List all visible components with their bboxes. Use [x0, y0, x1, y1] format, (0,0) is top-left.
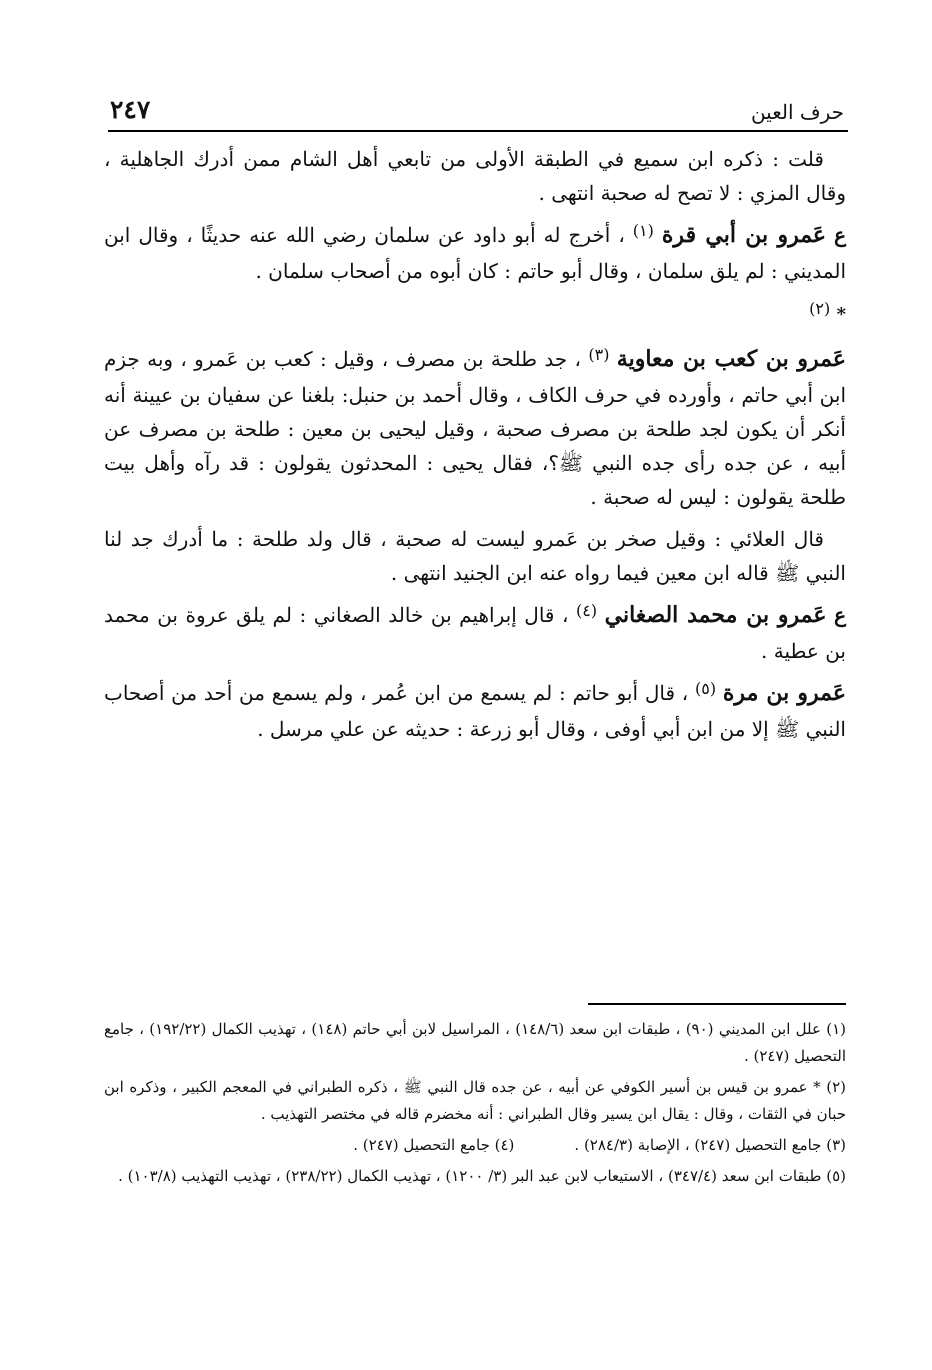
entry-amr-ibn-muhammad	[104, 598, 846, 668]
entry-amr-ibn-kab	[104, 342, 846, 514]
footnote-rule	[588, 1003, 846, 1005]
entry-amr-ibn-murra	[104, 676, 846, 746]
footnote-2: (٢) * عمرو بن قيس بن أسير الكوفي عن أبيه ، عن جده قال النبي ﷺ ، ذكره الطبراني في المعجم الكبير ، وذكره ابن حبان في الثقات ، وقال : يقال ابن يسير وقال الطبراني : أنه مخضرم قاله في مختصر التهذيب .	[104, 1078, 846, 1123]
entry-text: ، جد طلحة بن مصرف ، وقيل : كعب بن عَمرو ، وبه جزم ابن أبي حاتم ، وأورده في حرف الكاف ، وقال أحمد بن حنبل: بلغنا عن سفيان بن عيينة أنه أنكر أن يكون لجد طلحة بن مصرف صحبة ، وقيل ليحيى بن معين : طلحة بن مصرف عن أبيه ، عن جده رأى جده النبي ﷺ؟، فقال يحيى : المحدثون يقولون : قد رآه وأهل بيت طلحة يقولون : ليس له صحبة .	[104, 347, 846, 509]
footnote-row-3-4	[104, 1132, 846, 1159]
header-rule	[108, 130, 848, 132]
footnote-ref: (١)	[632, 221, 654, 240]
star-icon: *	[836, 304, 846, 325]
footnote-3: (٣) جامع التحصيل (٢٤٧) ، الإصابة (٢٨٤/٣) .	[574, 1136, 846, 1154]
footnote-4: (٤) جامع التحصيل (٢٤٧) .	[353, 1136, 515, 1154]
paragraph-1: قلت : ذكره ابن سميع في الطبقة الأولى من تابعي أهل الشام ممن أدرك الجاهلية ، وقال المزي : لا تصح له صحبة انتهى .	[104, 147, 846, 205]
main-text	[104, 142, 846, 754]
footnote-5: (٥) طبقات ابن سعد (٣٤٧/٤) ، الاستيعاب لابن عبد البر (٣/ ١٢٠٠) ، تهذيب الكمال (٢٣٨/٢٢) ، تهذيب التهذيب (١٠٣/٨) .	[118, 1167, 846, 1185]
entry-text: ، أخرج له أبو داود عن سلمان رضي الله عنه حديثًا ، وقال ابن المديني : لم يلق سلمان ، وقال أبو حاتم : كان أبوه من أصحاب سلمان .	[104, 223, 846, 283]
footnote-ref: (٢)	[809, 299, 831, 318]
footnote-ref: (٤)	[576, 601, 598, 620]
entry-text: ، قال أبو حاتم : لم يسمع من ابن عُمر ، ولم يسمع من أحد من أصحاب النبي ﷺ إلا من ابن أبي أوفى ، وقال أبو زرعة : حديثه عن علي مرسل .	[104, 681, 846, 741]
footnotes	[104, 1016, 846, 1194]
entry-amr-ibn-abi-qurra	[104, 218, 846, 288]
running-title: حرف العين	[750, 100, 844, 124]
entry-star	[104, 296, 846, 332]
entry-text: ، قال إبراهيم بن خالد الصغاني : لم يلق عروة بن محمد بن عطية .	[104, 603, 846, 663]
page-header	[110, 80, 844, 124]
page-number: ٢٤٧	[110, 95, 151, 124]
entry-name: عَمرو بن محمد الصغاني	[604, 602, 827, 628]
paragraph-alai: قال العلائي : وقيل صخر بن عَمرو ليست له صحبة ، قال ولد طلحة : ما أدرك جد لنا النبي ﷺ قاله ابن معين فيما رواه عنه ابن الجنيد انتهى .	[104, 527, 846, 585]
footnote-1: (١) علل ابن المديني (٩٠) ، طبقات ابن سعد (١٤٨/٦) ، المراسيل لابن أبي حاتم (١٤٨) ، تهذيب الكمال (١٩٢/٢٢) ، جامع التحصيل (٢٤٧) .	[104, 1020, 846, 1065]
entry-name: عَمرو بن أبي قرة	[661, 222, 827, 248]
footnote-ref: (٣)	[588, 345, 610, 364]
footnote-ref: (٥)	[695, 679, 717, 698]
entry-name: عَمرو بن كعب بن معاوية	[616, 346, 846, 372]
entry-siglum: ع	[834, 603, 846, 627]
entry-name: عَمرو بن مرة	[722, 680, 846, 706]
entry-siglum: ع	[834, 223, 847, 247]
